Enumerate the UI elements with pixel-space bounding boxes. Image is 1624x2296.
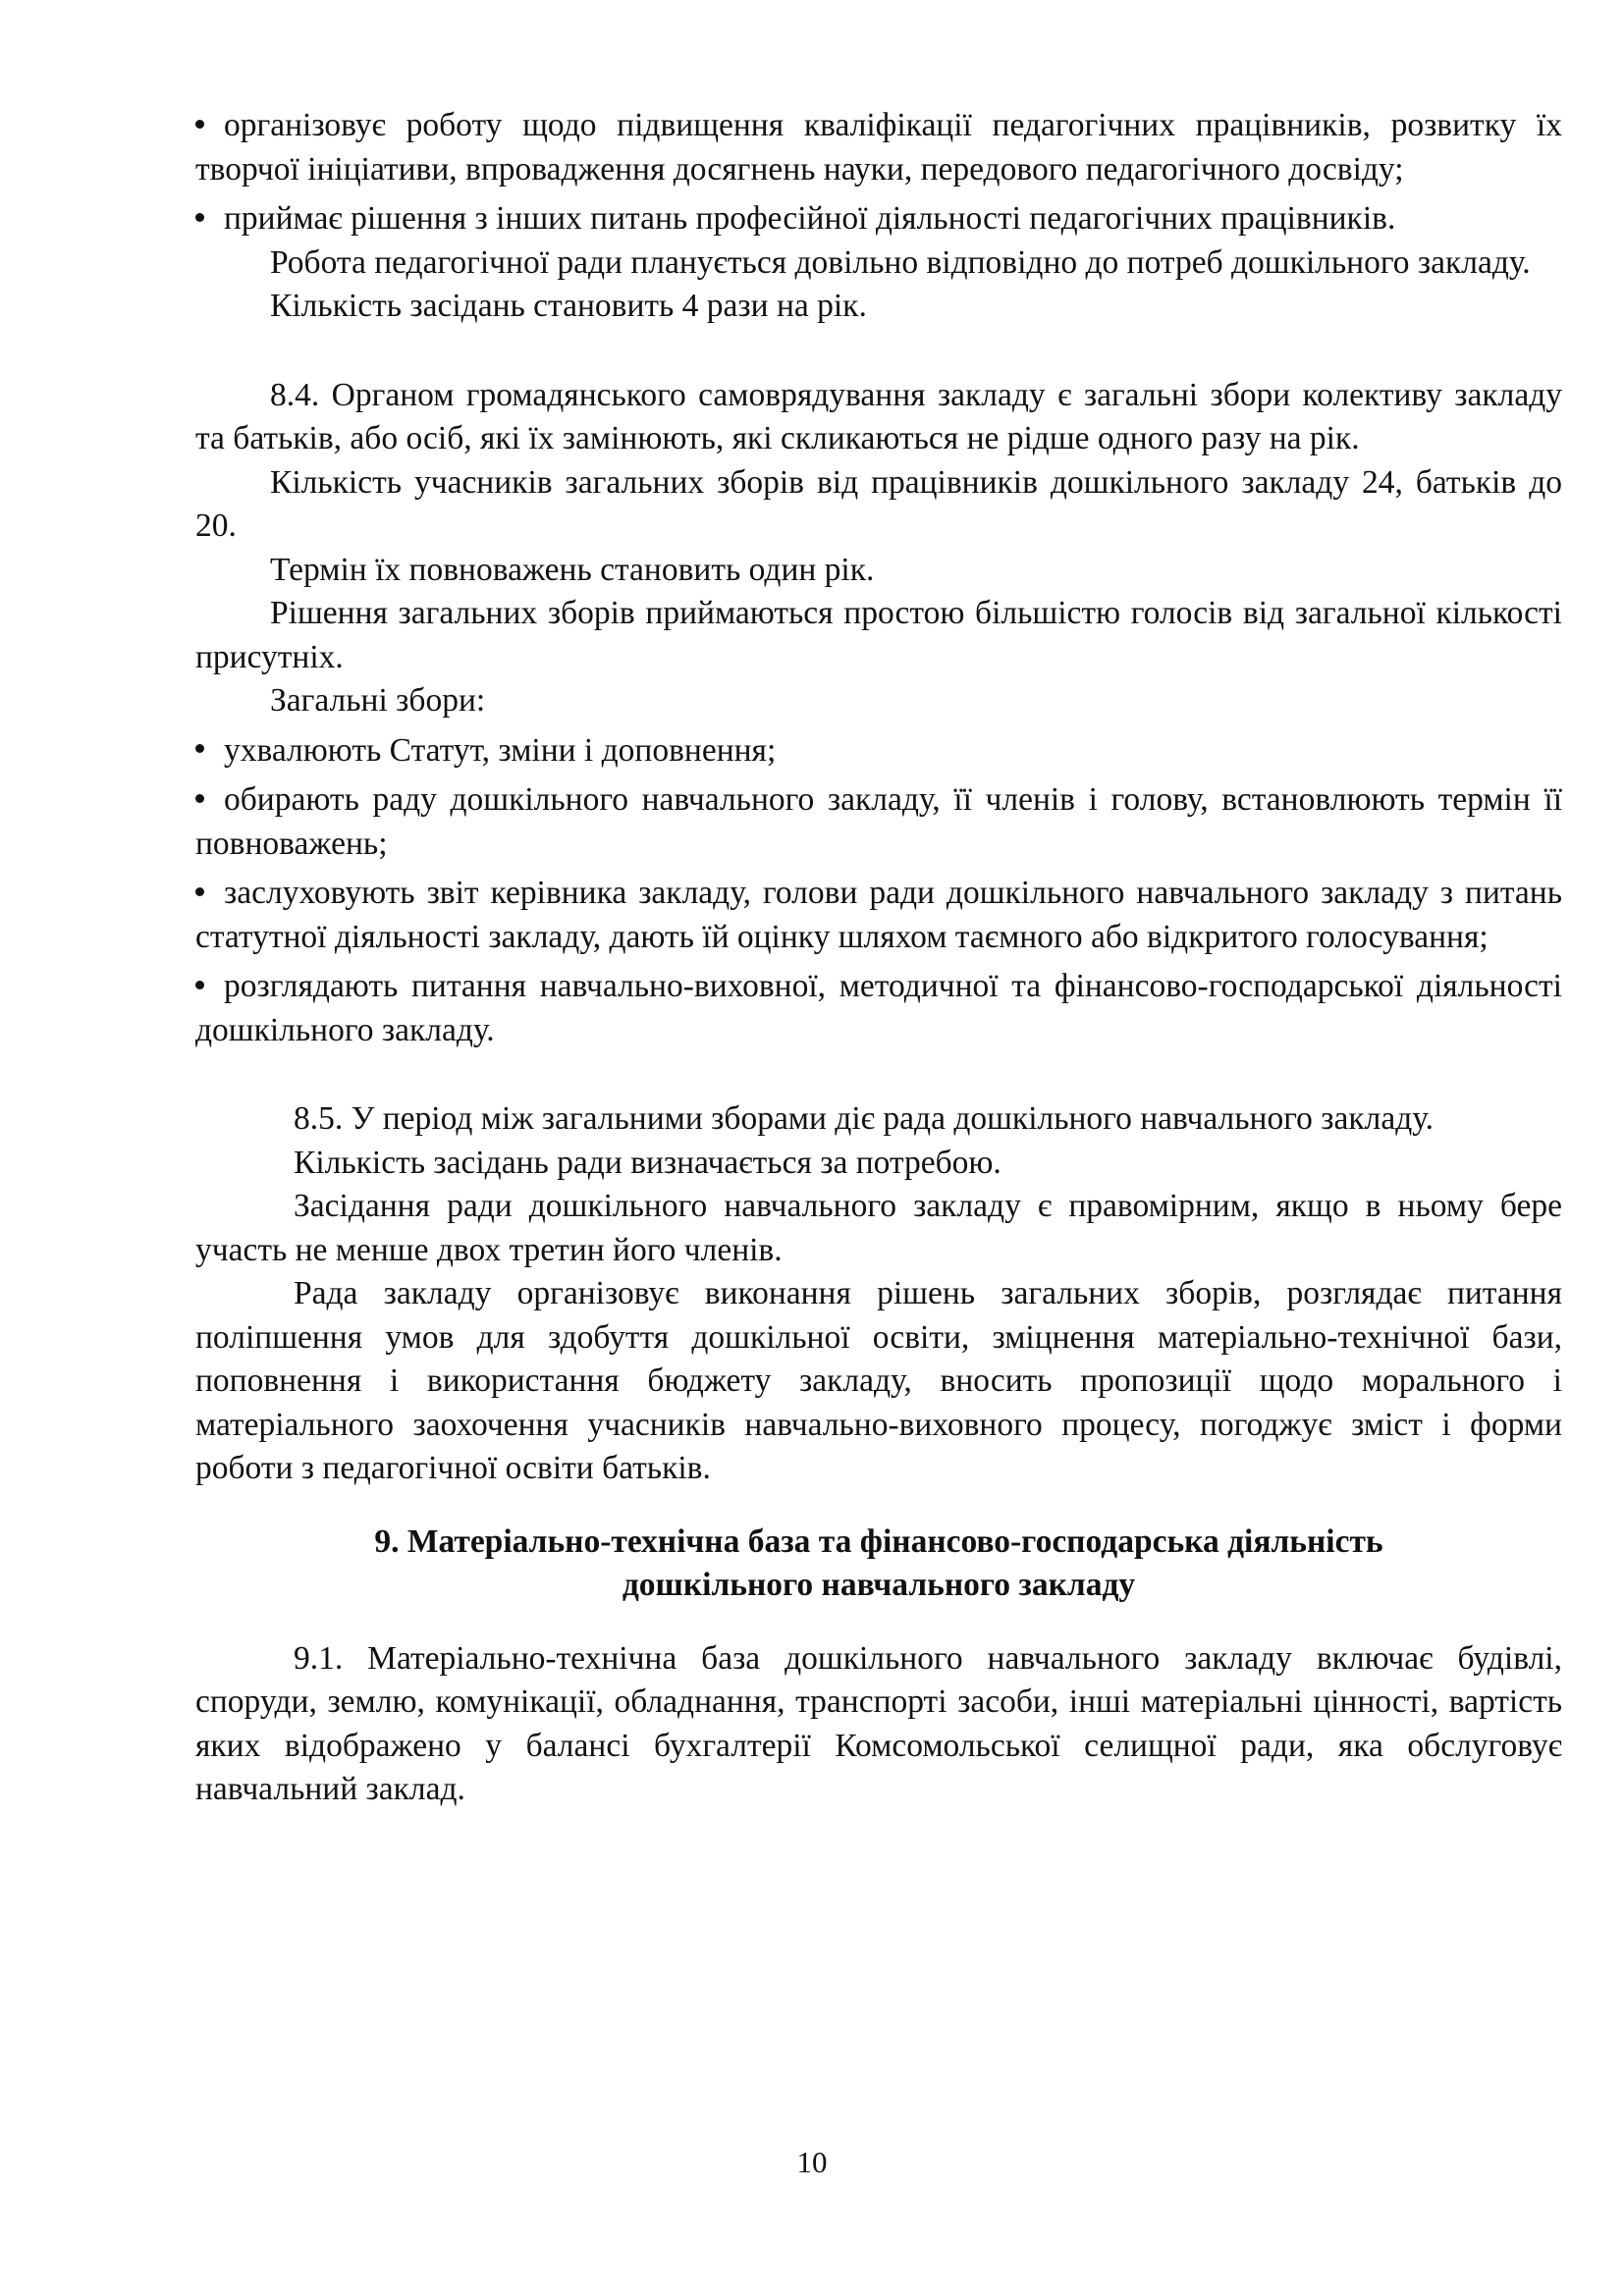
list-item-text: обирають раду дошкільного навчального закладу, її членів і голову, встановлюють термін її повноважень; (195, 781, 1562, 862)
section-8-4-term: Термін їх повноважень становить один рік. (270, 551, 875, 588)
page-number: 10 (796, 2145, 828, 2179)
section-8-5-meetings: Кількість засідань ради визначається за потребою. (294, 1144, 1001, 1181)
bullet-icon (195, 794, 204, 803)
spacer (195, 1052, 1562, 1097)
list-item (195, 965, 1562, 1052)
bullet-icon (195, 213, 204, 222)
document-page (195, 98, 1562, 1812)
section-8-4-lead: Загальні збори: (270, 682, 486, 719)
paragraph-meetings-count: Кількість засідань становить 4 рази на рік. (270, 288, 867, 324)
section-9-heading-line-2: дошкільного навчального закладу (622, 1567, 1136, 1603)
list-item-text: ухвалюють Статут, зміни і доповнення; (224, 731, 777, 769)
list-item-text: організовує роботу щодо підвищення кваліфікації педагогічних працівників, розвитку їх творчої ініціативи, впровадження досягнень науки, передового педагогічного досвіду; (195, 107, 1562, 187)
list-item-text: розглядають питання навчально-виховної, методичної та фінансово-господарської діяльності дошкільного закладу. (195, 968, 1562, 1048)
list-item (195, 778, 1562, 866)
section-8-5-intro: 8.5. У період між загальними зборами діє рада дошкільного навчального закладу. (294, 1100, 1435, 1137)
section-8-4-participants: Кількість учасників загальних зборів від працівників дошкільного закладу 24, батьків до 20. (195, 463, 1562, 544)
section-8-4-decisions: Рішення загальних зборів приймаються простою більшістю голосів від загальної кількості присутніх. (195, 595, 1562, 675)
bullet-icon (195, 120, 204, 129)
list-item (195, 729, 1562, 774)
spacer (195, 329, 1562, 374)
paragraph-work-plan: Робота педагогічної ради планується довільно відповідно до потреб дошкільного закладу. (270, 243, 1531, 281)
section-8-5-quorum: Засідання ради дошкільного навчального закладу є правомірним, якщо в ньому бере участь не менше двох третин його членів. (195, 1188, 1562, 1268)
spacer (195, 1608, 1562, 1637)
list-item (195, 872, 1562, 959)
list-item-text: заслуховують звіт керівника закладу, голови ради дошкільного навчального закладу з питань статутної діяльності закладу, дають їй оцінку шляхом таємного або відкритого голосування; (195, 875, 1562, 955)
list-item-text: приймає рішення з інших питань професійної діяльності педагогічних працівників. (224, 200, 1396, 237)
spacer (195, 1491, 1562, 1521)
section-8-5-duties: Рада закладу організовує виконання рішень загальних зборів, розглядає питання поліпшення умов для здобуття дошкільної освіти, зміцнення матеріально-технічної бази, поповнення і використання бюджету закладу, вносить пропозиції щодо морального і матеріального заохочення учасників навчально-виховного процесу, погоджує зміст і форми роботи з педагогічної освіти батьків. (195, 1275, 1562, 1486)
section-8-4-intro: 8.4. Органом громадянського самоврядування закладу є загальні збори колективу закладу та батьків, або осіб, які їх замінюють, які скликаються не рідше одного разу на рік. (195, 376, 1562, 456)
list-item (195, 104, 1562, 191)
section-9-1-paragraph: 9.1. Матеріально-технічна база дошкільного навчального закладу включає будівлі, споруди, землю, комунікації, обладнання, транспорті засоби, інші матеріальні цінності, вартість яких відображено у балансі бухгалтерії Комсомольської селищної ради, яка обслуговує навчальний заклад. (195, 1639, 1562, 1807)
list-item (195, 197, 1562, 241)
bullet-icon (195, 981, 204, 989)
section-9-heading-line-1: 9. Матеріально-технічна база та фінансово-господарська діяльність (374, 1522, 1383, 1560)
bullet-icon (195, 887, 204, 896)
bullet-icon (195, 744, 204, 753)
